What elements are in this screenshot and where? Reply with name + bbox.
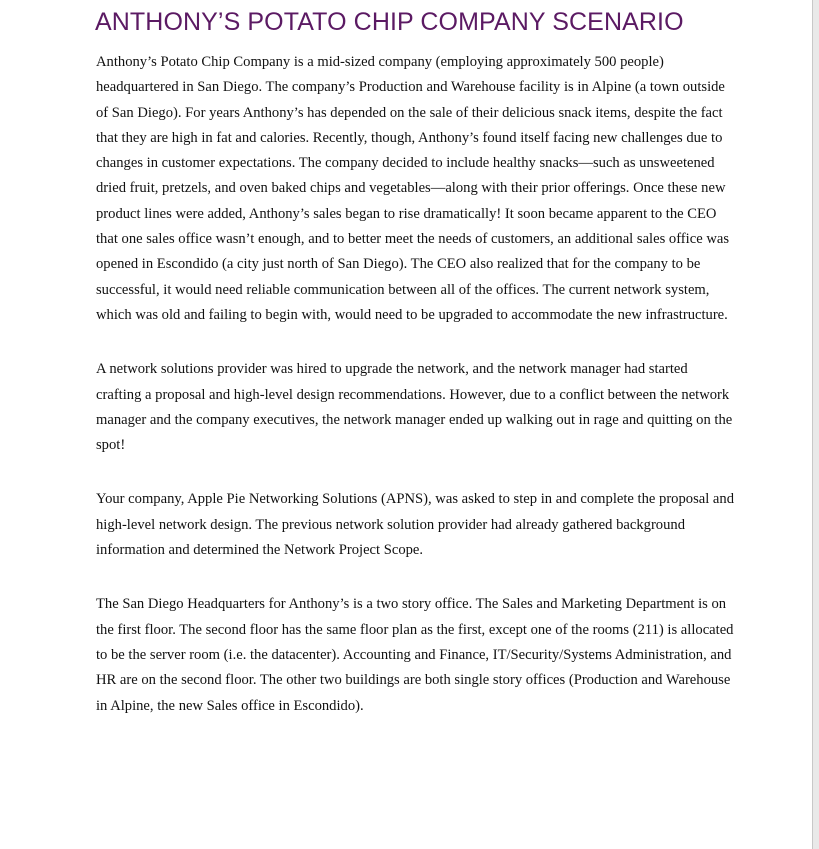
paragraph-company-overview: Anthony’s Potato Chip Company is a mid-sized company (employing approximately 500 people) headquartered in San Diego. The company’s Production and Warehouse facility is in Alpine (a town outside of San Diego). For years Anthony’s has depended on the sale of their delicious snack items, despite the fact that they are high in fat and calories. Recently, though, Anthony’s found itself facing new challenges due to changes in customer expectations. The company decided to include healthy snacks—such as unsweetened dried fruit, pretzels, and oven baked chips and vegetables—along with their prior offerings. Once these new product lines were added, Anthony’s sales began to rise dramatically! It soon became apparent to the CEO that one sales office wasn’t enough, and to better meet the needs of customers, an additional sales office was opened in Escondido (a city just north of San Diego). The CEO also realized that for the company to be successful, it would need reliable communication between all of the offices. The current network system, which was old and failing to begin with, would need to be upgraded to accommodate the new infrastructure.	[96, 54, 730, 323]
document-body	[96, 50, 736, 719]
document-title: ANTHONY’S POTATO CHIP COMPANY SCENARIO	[95, 8, 684, 36]
paragraph-network-provider: A network solutions provider was hired to upgrade the network, and the network manager had started crafting a proposal and high-level design recommendations. However, due to a conflict between the network manager and the company executives, the network manager ended up walking out in rage and quitting on the spot!	[96, 361, 733, 454]
paragraph-apns: Your company, Apple Pie Networking Solutions (APNS), was asked to step in and complete the proposal and high-level network design. The previous network solution provider had already gathered background information and determined the Network Project Scope.	[96, 491, 734, 559]
page-edge-divider	[813, 0, 819, 849]
paragraph-headquarters: The San Diego Headquarters for Anthony’s is a two story office. The Sales and Marketing Department is on the first floor. The second floor has the same floor plan as the first, except one of the rooms (211) is allocated to be the server room (i.e. the datacenter). Accounting and Finance, IT/Security/Systems Administration, and HR are on the second floor. The other two buildings are both single story offices (Production and Warehouse in Alpine, the new Sales office in Escondido).	[96, 596, 734, 714]
